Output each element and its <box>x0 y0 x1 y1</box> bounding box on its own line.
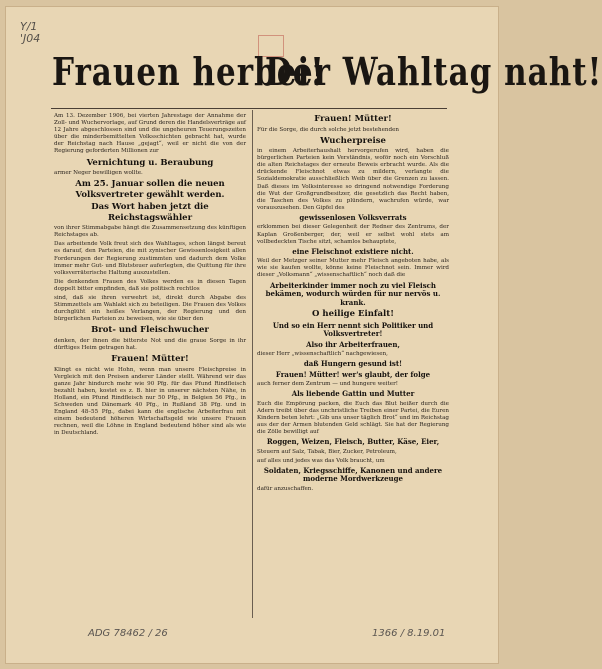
left-heading-brot-fleisch: Brot- und Fleischwucher <box>91 325 209 336</box>
left-paragraph-6: sind, daß sie ihren verwehrt ist, direkt durch Abgabe des Stimmzettels am Wahlakt sich zu beteiligen. Die Frauen des Volkes durchglüht ein heißes Verlangen, der Regierung und den bürgerlichen Parteien zu beweisen, wie sie über den <box>54 295 246 323</box>
right-heading-wers-glaubt: Frauen! Mütter! wer's glaubt, der folge <box>275 369 431 379</box>
headline-right: Der Wahltag naht! <box>265 50 602 95</box>
right-column <box>257 113 449 618</box>
left-paragraph-4: Das arbeitende Volk freut sich des Wahltages, schon längst bereut es darauf, den Parteien, die mit zynischer Gewissenlosigkeit allen Forderungen der Regierung zustimmten und dadurch dem Volke immer mehr Gut- und Blutsteuer auferlegten, die Quittung für ihre volksverräterische Haltung auszustellen. <box>54 241 246 276</box>
right-paragraph-7: Euch die Empörung packen, die Euch das Blut heißer durch die Adern treibt über das unchristliche Treiben einer Partei, die Euren Kindern beten lehrt: „Gib uns unser täglich Brot“ und im Reichstag aus der der Armen blutenden Geld schlägt. Sie hat der Regierung die Zölle bewilligt auf <box>257 400 449 436</box>
right-paragraph-10: dafür anzuschaffen. <box>257 485 314 492</box>
headline-left: Frauen herbei! <box>52 50 325 95</box>
archive-signature-right: 1366 / 8.19.01 <box>372 628 446 639</box>
left-heading-frauen-muetter: Frauen! Mütter! <box>111 354 189 365</box>
right-heading-wucherpreise: Wucherpreise <box>320 135 386 146</box>
left-paragraph-2: armer Neger bewilligen wollte. <box>54 170 143 177</box>
right-paragraph-2: in einem Arbeiterhaushalt hervorgerufen wird, haben die bürgerlichen Parteien kein Verständnis, woför noch ein Vorschluß die alten Reichstages der erneute Beweis erbracht wurde. Als die drückende Fleischnot etwas zu mildern, verlangte die Sozialdemokratie ausschließlich Weib über die Grenzen zu lassen. Daß dieses im Volksinteresse so dringend notwendige Forderung die Wut der Großgrundbesitzer, die gesetzlich das Recht haben, die Taschen des Volkes zu plündern, wachrufen würde, war vorauszusehen. Den Gipfel des <box>257 148 449 211</box>
left-heading-election-date: Am 25. Januar sollen die neuen Volksvertreter gewählt werden. <box>75 179 225 200</box>
right-heading-frauen-muetter: Frauen! Mütter! <box>314 114 392 124</box>
right-paragraph-5: dieser Herr „wissenschaftlich“ nachgewiesen, <box>257 351 388 357</box>
right-heading-arbeiterfrauen: Also ihr Arbeiterfrauen, <box>306 339 400 349</box>
right-heading-einfalt: O heilige Einfalt! <box>312 309 394 319</box>
right-paragraph-4: Weil der Metzger seiner Mutter mehr Fleisch angeboten habe, als wie sie kaufen wollte, könne keine Fleischnot sein. Immer wird dieser „Volksmann“ „wissenschaftlich“ noch daß die <box>257 258 449 279</box>
archive-corner-note: Y/1 'J04 <box>20 20 41 45</box>
column-divider <box>252 110 253 618</box>
right-paragraph-8: Steuern auf Salz, Tabak, Bier, Zucker, Petroleum, <box>257 448 397 455</box>
right-heading-mordwerkzeuge: Soldaten, Kriegsschiffe, Kanonen und andere moderne Mordwerkzeuge <box>263 465 443 484</box>
left-column <box>54 113 246 618</box>
left-paragraph-3: von ihrer Stimmabgabe hängt die Zusammensetzung des künftigen Reichstages ab. <box>54 225 246 239</box>
left-heading-voters: Das Wort haben jetzt die Reichstagswähler <box>91 202 209 223</box>
right-paragraph-6: auch ferner dem Zentrum — und hungere weiter! <box>257 381 399 388</box>
archive-signature-left: ADG 78462 / 26 <box>88 628 168 639</box>
right-heading-arbeiterkinder: Arbeiterkinder immer noch zu viel Fleisch bekämen, wodurch würden für nur nervös u. krank. <box>265 280 441 307</box>
right-heading-hungern: daß Hungern gesund ist! <box>303 359 403 369</box>
left-paragraph-8: Klingt es nicht wie Hohn, wenn man unsere Fleischpreise in Vergleich mit den Preisen anderer Länder stellt. Während wir das ganze Jahr hindurch mehr wie 90 Pfg. für das Pfund Rindfleisch bezahlt haben, kostet es z. B. hier in unserer nächsten Nähe, in Holland, ein Pfund Rindfleisch nur 50 Pfg., in Belgien 56 Pfg., in Schweden und Dänemark 40 Pfg., in Rußland 38 Pfg. und in England 48–55 Pfg., dabei kann die englische Arbeiterfrau mit einem bedeutend höheren Wirtschaftsgeld wie unsere Frauen rechnen, weil die Löhne in England bedeutend höher sind als wie in Deutschland. <box>54 366 246 437</box>
right-heading-zoelle: Roggen, Weizen, Fleisch, Butter, Käse, Eier, <box>266 437 440 447</box>
headline <box>0 50 602 102</box>
left-paragraph-5: Die denkenden Frauen des Volkes werden es in diesen Tagen doppelt bitter empfinden, daß sie politisch rechtlos <box>54 278 246 292</box>
right-heading-volksverrat: gewissenlosen Volksverrats <box>299 212 407 222</box>
right-paragraph-1: Für die Sorge, die durch solche jetzt bestehenden <box>257 126 399 133</box>
left-paragraph-7: denken, der ihnen die bitterste Not und die graue Sorge in ihr dürftiges Heim getragen hat. <box>54 337 246 351</box>
right-heading-politiker: Und so ein Herr nennt sich Politiker und Volksvertreter! <box>272 320 434 338</box>
right-paragraph-3: erklommen bei dieser Gelegenheit der Redner des Zentrums, der Kaplan Großenberger, der, weil er selbst wohl stets am vollbedeckten Tische sitzt, schamlos behauptete, <box>257 224 449 245</box>
top-rule <box>51 108 447 109</box>
right-heading-fleischnot: eine Fleischnot existiere nicht. <box>292 246 414 256</box>
right-heading-gattin-mutter: Als liebende Gattin und Mutter <box>291 389 415 399</box>
left-heading-vernichtung: Vernichtung u. Beraubung <box>86 157 214 168</box>
left-paragraph-1: Am 13. Dezember 1906, bei vierten Jahrestage der Annahme der Zoll- und Wuchervorlage, auf Grund deren die Handelsverträge auf 12 Jahre abgeschlossen sind und die ungeheuren Teuerungszeiten über die minderbemittelten Volksschichten gebracht hat, wurde der Reichstag nach Hause „gejagt“, weil er nicht die von der Regierung geforderten Millionen zur <box>54 113 246 155</box>
right-paragraph-9: auf alles und jedes was das Volk braucht, um <box>257 457 385 464</box>
